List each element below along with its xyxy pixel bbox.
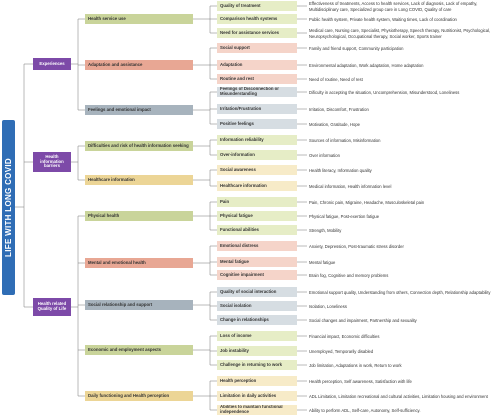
code-list: Family and friend support, Community participation bbox=[309, 45, 404, 51]
code-list: Pain, Chronic pain, Migraine, Headache, Musculoskeletal pain bbox=[309, 199, 425, 205]
code-list: Medical information, Health information level bbox=[309, 183, 392, 189]
code-list: Irritation, Discomfort, Frustration bbox=[309, 106, 369, 112]
subtheme-node: Challenge in returning to work bbox=[217, 360, 297, 370]
subtheme-node: Change in relationships bbox=[217, 315, 297, 325]
code-list: Health perception, Self awareness, Satisfaction with life bbox=[309, 378, 412, 384]
category-node: Health related Quality of Life bbox=[33, 298, 71, 316]
theme-node: Health service use bbox=[85, 14, 193, 24]
subtheme-node: Functional abilities bbox=[217, 225, 297, 235]
code-list: Motivation, Gratitude, Hope bbox=[309, 121, 360, 127]
code-list: Effectiveness of treatments, Access to health services, Lack of diagnosis, Lack of empathy, Multidisciplinary care, Specialized group care in Long COVID, Quality of care bbox=[309, 1, 478, 12]
code-list: Sources of information, Misinformation bbox=[309, 137, 381, 143]
subtheme-node: Quality of treatment bbox=[217, 1, 297, 11]
subtheme-node: Feelings of Disconnection or Misunderstanding bbox=[217, 87, 297, 97]
code-list: Need of routine, Need of rest bbox=[309, 76, 363, 82]
code-list: Physical fatigue, Post-exertion fatigue bbox=[309, 213, 380, 219]
code-list: Unemployed, Temporarily disabled bbox=[309, 348, 374, 354]
theme-node: Feelings and emotional impact bbox=[85, 105, 193, 115]
subtheme-node: Quality of social interaction bbox=[217, 287, 297, 297]
subtheme-node: Cognitive impairment bbox=[217, 270, 297, 280]
code-list: Ability to perform ADL, Self-care, Autonomy, Self-sufficiency. bbox=[309, 407, 421, 413]
code-list: Health literacy, Information quality bbox=[309, 167, 372, 173]
code-list: Job limitation, Adaptations in work, Return to work bbox=[309, 362, 402, 368]
subtheme-node: Abilities to maintain functional independence bbox=[217, 405, 297, 415]
subtheme-node: Social support bbox=[217, 43, 297, 53]
theme-node: Healthcare information bbox=[85, 175, 193, 185]
code-list: Dificulty in accepting the situation, Uncomprehension, Misunderstood, Loneliness bbox=[309, 89, 460, 95]
subtheme-node: Irritation/Frustration bbox=[217, 104, 297, 114]
code-list: Medical care, Nursing care, Specialist, Physiotherapy, Speech therapy, Nutritionist, Psychological, Neuropsychological, Occupational therapy, Social worker, Sports trainer bbox=[309, 28, 491, 39]
theme-node: Daily functioning and Health perception bbox=[85, 391, 193, 401]
code-list: Anxiety, Depression, Post-traumatic stress disorder bbox=[309, 243, 404, 249]
subtheme-node: Health perception bbox=[217, 376, 297, 386]
code-list: Financial impact, Economic difficulties bbox=[309, 333, 380, 339]
category-node: Experiences bbox=[33, 58, 71, 70]
subtheme-node: Loss of income bbox=[217, 331, 297, 341]
theme-node: Adaptation and assistance bbox=[85, 60, 193, 70]
code-list: ADL Limitation, Limitation recreational and cultural activities, Limitation housing and environment bbox=[309, 393, 488, 399]
subtheme-node: Limitation in daily activities bbox=[217, 391, 297, 401]
subtheme-node: Social awareness bbox=[217, 165, 297, 175]
code-list: Public health system, Private health system, Waiting times, Lack of coordination bbox=[309, 16, 457, 22]
theme-node: Economic and employment aspects bbox=[85, 345, 193, 355]
subtheme-node: Pain bbox=[217, 197, 297, 207]
theme-node: Physical health bbox=[85, 211, 193, 221]
subtheme-node: Physical fatigue bbox=[217, 211, 297, 221]
subtheme-node: Routine and rest bbox=[217, 74, 297, 84]
subtheme-node: Positive feelings bbox=[217, 119, 297, 129]
subtheme-node: Comparison health systems bbox=[217, 14, 297, 24]
subtheme-node: Emotional distress bbox=[217, 241, 297, 251]
subtheme-node: Information reliability bbox=[217, 135, 297, 145]
code-list: Isolation, Loneliness bbox=[309, 303, 347, 309]
subtheme-node: Over-information bbox=[217, 150, 297, 160]
code-list: Over information bbox=[309, 152, 340, 158]
subtheme-node: Need for assistance services bbox=[217, 28, 297, 38]
subtheme-node: Job instability bbox=[217, 346, 297, 356]
code-list: Strength, Mobility bbox=[309, 227, 342, 233]
code-list: Mental fatigue bbox=[309, 259, 336, 265]
code-list: Brain fog, Cognitive and memory problems bbox=[309, 272, 389, 278]
theme-node: Difficulties and risk of health information seeking bbox=[85, 141, 193, 151]
code-list: Social changes and impairment, Partnership and sexuality bbox=[309, 317, 417, 323]
root-label: LIFE WITH LONG COVID bbox=[4, 158, 14, 257]
subtheme-node: Adaptation bbox=[217, 60, 297, 70]
code-list: Emotional support quality, Understanding from others, Connection depth, Relationship adaptability bbox=[309, 289, 491, 295]
theme-node: Social relationship and support bbox=[85, 300, 193, 310]
category-node: Health information barriers bbox=[33, 152, 71, 172]
subtheme-node: Social isolation bbox=[217, 301, 297, 311]
subtheme-node: Mental fatigue bbox=[217, 257, 297, 267]
subtheme-node: Healthcare information bbox=[217, 181, 297, 191]
theme-node: Mental and emotional health bbox=[85, 258, 193, 268]
root-node bbox=[2, 120, 15, 295]
code-list: Environmental adaptation, Work adaptation, Home adaptation bbox=[309, 62, 424, 68]
